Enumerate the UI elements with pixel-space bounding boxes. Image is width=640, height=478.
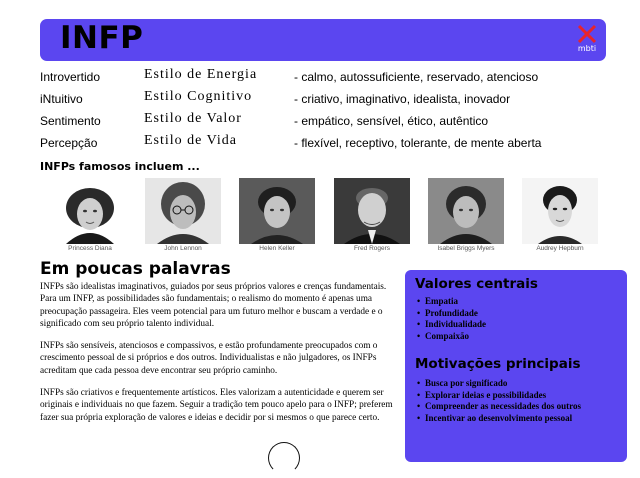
trait-name: iNtuitivo — [40, 92, 83, 106]
portrait-image — [428, 178, 504, 244]
value-item: Empatia — [425, 296, 459, 306]
bullet-icon: • — [417, 389, 421, 400]
logo-text: mbti — [577, 44, 597, 53]
value-item: Individualidade — [425, 319, 487, 329]
portrait-image — [522, 178, 598, 244]
portrait-fred-rogers — [334, 178, 410, 252]
trait-list — [40, 66, 620, 154]
famous-heading: INFPs famosos incluem ... — [40, 160, 200, 173]
motivation-item: Compreender as necessidades dos outros — [425, 401, 582, 411]
list-item — [417, 296, 622, 308]
header-banner — [40, 19, 606, 61]
summary-paragraph: INFPs são idealistas imaginativos, guiados por seus próprios valores e crenças fundamentais. Para um INFP, as possibilidades são fundamentais; o realismo do momento é apenas uma preocupação passageira. Eles veem potencial para um futuro melhor e buscam a verdade e o significado com seu próprio talento individual. — [40, 282, 387, 329]
motivation-item: Busca por significado — [425, 378, 508, 388]
bullet-icon: • — [417, 401, 421, 411]
trait-desc: - flexível, receptivo, tolerante, de mente aberta — [294, 136, 542, 150]
trait-name: Introvertido — [40, 70, 101, 84]
portrait-caption: Fred Rogers — [353, 245, 391, 252]
summary-title: Em poucas palavras — [40, 259, 231, 279]
portrait-isabel-briggs-myers — [428, 178, 504, 252]
trait-name: Percepção — [40, 136, 98, 150]
summary-section — [40, 259, 395, 434]
list-item — [417, 378, 622, 390]
bullet-icon: • — [417, 307, 421, 318]
bullet-icon: • — [417, 412, 421, 423]
bullet-icon: • — [417, 319, 421, 329]
bullet-icon: • — [417, 330, 421, 341]
trait-row — [40, 88, 620, 110]
list-item — [417, 331, 622, 343]
trait-row — [40, 110, 620, 132]
list-item — [417, 401, 622, 413]
values-heading: Valores centrais — [415, 276, 538, 292]
decorative-circle — [268, 442, 300, 474]
values-motivations-box — [405, 270, 627, 462]
trait-style: Estilo Cognitivo — [144, 89, 253, 104]
portrait-princess-diana — [52, 178, 128, 252]
motivations-heading: Motivações principais — [415, 356, 581, 372]
list-item — [417, 390, 622, 402]
list-item — [417, 413, 622, 425]
portrait-image — [145, 178, 221, 244]
portrait-image — [52, 178, 128, 244]
value-item: Compaixão — [425, 330, 470, 341]
portrait-caption: Audrey Hepburn — [536, 245, 584, 252]
portrait-caption: John Lennon — [164, 245, 202, 252]
summary-paragraph: INFPs são sensíveis, atenciosos e compassivos, e estão profundamente preocupados com o crescimento pessoal de si próprios e dos outros. Individualistas e não julgadores, os INFPs acreditam que cada pessoa deve encontrar seu próprio caminho. — [40, 341, 378, 376]
value-item: Profundidade — [425, 307, 478, 318]
portrait-caption: Isabel Briggs Myers — [437, 245, 495, 252]
portrait-caption: Helen Keller — [259, 245, 295, 252]
values-list — [417, 296, 622, 342]
portrait-image — [334, 178, 410, 244]
trait-style: Estilo de Vida — [144, 133, 238, 148]
bullet-icon: • — [417, 296, 421, 306]
portrait-audrey-hepburn — [522, 178, 598, 252]
trait-row — [40, 132, 620, 154]
trait-name: Sentimento — [40, 114, 101, 128]
portrait-helen-keller — [239, 178, 315, 252]
mbti-logo-icon — [576, 24, 598, 44]
trait-desc: - criativo, imaginativo, idealista, inovador — [294, 92, 511, 106]
bullet-icon: • — [417, 378, 421, 388]
summary-paragraph: INFPs são criativos e frequentemente artísticos. Eles valorizam a autenticidade e querem ser originais e individuais no que fazem. Seguir a tradição tem pouco apelo para o INFP; preferem fazer sua própria exploração de valores e ideias e decidir por si mesmos o que parece certo. — [40, 388, 393, 423]
portrait-caption: Princess Diana — [68, 245, 112, 252]
mbti-logo — [576, 24, 598, 56]
list-item — [417, 308, 622, 320]
page-title: INFP — [60, 20, 144, 56]
trait-style: Estilo de Energia — [144, 67, 258, 82]
trait-desc: - empático, sensível, ético, autêntico — [294, 114, 489, 128]
motivations-list — [417, 378, 622, 424]
motivation-item: Incentivar ao desenvolvimento pessoal — [425, 412, 573, 423]
portrait-john-lennon — [145, 178, 221, 252]
trait-style: Estilo de Valor — [144, 111, 242, 126]
famous-portraits — [52, 178, 612, 260]
motivation-item: Explorar ideias e possibilidades — [425, 389, 547, 400]
trait-row — [40, 66, 620, 88]
trait-desc: - calmo, autossuficiente, reservado, atencioso — [294, 70, 539, 84]
list-item — [417, 319, 622, 331]
portrait-image — [239, 178, 315, 244]
